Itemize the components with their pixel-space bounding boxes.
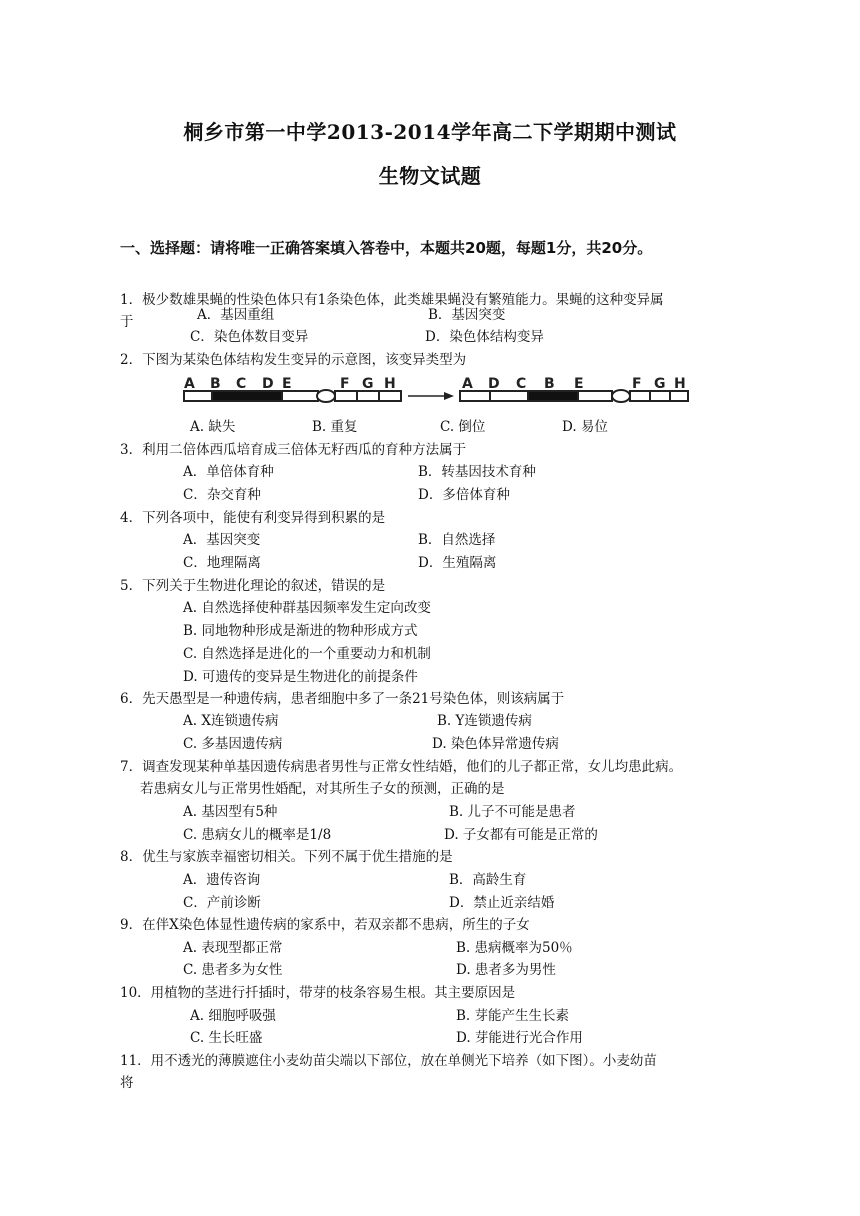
gene-label: F bbox=[340, 376, 350, 392]
gene-label: C bbox=[236, 376, 247, 392]
question-1-text: 1．极少数雄果蝇的性染色体只有1条染色体，此类雄果蝇没有繁殖能力。果蝇的这种变异属 bbox=[120, 292, 664, 308]
question-6-text: 6．先天愚型是一种遗传病，患者细胞中多了一条21号染色体，则该病属于 bbox=[120, 691, 565, 707]
q9-option-b: B. 患病概率为50％ bbox=[456, 940, 573, 956]
question-2-text: 2．下图为某染色体结构发生变异的示意图，该变异类型为 bbox=[120, 352, 467, 368]
q7-option-c: C. 患病女儿的概率是1/8 bbox=[183, 827, 332, 843]
arrow bbox=[408, 392, 454, 400]
question-7-text: 7．调查发现某种单基因遗传病患者男性与正常女性结婚，他们的儿子都正常，女儿均患此病。 bbox=[120, 759, 683, 775]
gene-label: B bbox=[544, 376, 555, 392]
q1-option-c: C．染色体数目变异 bbox=[190, 329, 309, 345]
chromosome-inversion-diagram bbox=[182, 375, 692, 411]
q2-option-d: D. 易位 bbox=[562, 419, 608, 435]
q9-option-d: D. 患者多为男性 bbox=[456, 962, 556, 978]
q8-option-d: D．禁止近亲结婚 bbox=[449, 895, 555, 911]
gene-label: A bbox=[462, 376, 473, 392]
chromosome-before bbox=[184, 376, 401, 402]
q4-option-b: B．自然选择 bbox=[418, 532, 496, 548]
q1-option-d: D．染色体结构变异 bbox=[425, 329, 544, 345]
gene-label: D bbox=[488, 376, 500, 392]
q5-option-d: D. 可遗传的变异是生物进化的前提条件 bbox=[183, 669, 418, 685]
q5-option-b: B. 同地物种形成是渐进的物种形成方式 bbox=[183, 623, 418, 639]
q3-option-d: D．多倍体育种 bbox=[418, 487, 510, 503]
q9-option-c: C. 患者多为女性 bbox=[183, 962, 283, 978]
q7-option-b: B. 儿子不可能是患者 bbox=[449, 804, 576, 820]
q4-option-d: D．生殖隔离 bbox=[418, 555, 497, 571]
gene-label: E bbox=[282, 376, 292, 392]
q3-option-c: C．杂交育种 bbox=[183, 487, 261, 503]
q3-option-a: A．单倍体育种 bbox=[183, 464, 274, 480]
q6-option-a: A. X连锁遗传病 bbox=[183, 713, 279, 729]
question-11-text: 11．用不透光的薄膜遮住小麦幼苗尖端以下部位，放在单侧光下培养（如下图）。小麦幼苗 bbox=[120, 1053, 657, 1069]
q6-option-d: D. 染色体异常遗传病 bbox=[432, 736, 559, 752]
gene-label: F bbox=[632, 376, 642, 392]
gene-label: H bbox=[384, 376, 396, 392]
question-3-text: 3．利用二倍体西瓜培育成三倍体无籽西瓜的育种方法属于 bbox=[120, 442, 467, 458]
q10-option-c: C. 生长旺盛 bbox=[190, 1030, 263, 1046]
q2-option-c: C. 倒位 bbox=[440, 419, 486, 435]
question-10-text: 10．用植物的茎进行扦插时，带芽的枝条容易生根。其主要原因是 bbox=[120, 985, 516, 1001]
q2-option-a: A. 缺失 bbox=[190, 419, 236, 435]
gene-label: G bbox=[362, 376, 374, 392]
q6-option-c: C. 多基因遗传病 bbox=[183, 736, 283, 752]
q8-option-a: A．遗传咨询 bbox=[183, 872, 261, 888]
q5-option-a: A. 自然选择使种群基因频率发生定向改变 bbox=[183, 600, 431, 616]
q6-option-b: B. Y连锁遗传病 bbox=[437, 713, 532, 729]
gene-label: D bbox=[262, 376, 274, 392]
question-5-text: 5．下列关于生物进化理论的叙述，错误的是 bbox=[120, 578, 386, 594]
section-heading: 一、选择题：请将唯一正确答案填入答卷中，本题共20题，每题1分，共20分。 bbox=[120, 239, 653, 257]
q8-option-c: C．产前诊断 bbox=[183, 895, 261, 911]
q1-option-b: B．基因突变 bbox=[428, 307, 506, 323]
q10-option-d: D. 芽能进行光合作用 bbox=[456, 1030, 583, 1046]
exam-title: 桐乡市第一中学2013-2014学年高二下学期期中测试 bbox=[183, 120, 677, 144]
question-1-text-cont: 于 bbox=[120, 314, 134, 330]
gene-label: A bbox=[184, 376, 195, 392]
gene-label: E bbox=[574, 376, 584, 392]
chromosome-after bbox=[460, 376, 688, 402]
gene-label: G bbox=[654, 376, 666, 392]
question-4-text: 4．下列各项中，能使有利变异得到积累的是 bbox=[120, 510, 386, 526]
q5-option-c: C. 自然选择是进化的一个重要动力和机制 bbox=[183, 646, 431, 662]
q9-option-a: A. 表现型都正常 bbox=[183, 940, 283, 956]
q7-option-a: A. 基因型有5种 bbox=[183, 804, 278, 820]
q7-option-d: D. 子女都有可能是正常的 bbox=[444, 827, 598, 843]
q8-option-b: B．高龄生育 bbox=[449, 872, 527, 888]
q10-option-b: B. 芽能产生生长素 bbox=[456, 1008, 570, 1024]
question-11-text-cont: 将 bbox=[120, 1075, 134, 1091]
question-9-text: 9．在伴X染色体显性遗传病的家系中，若双亲都不患病，所生的子女 bbox=[120, 917, 530, 933]
question-7-text-cont: 若患病女儿与正常男性婚配，对其所生子女的预测，正确的是 bbox=[140, 781, 505, 797]
q1-option-a: A．基因重组 bbox=[197, 307, 275, 323]
question-8-text: 8．优生与家族幸福密切相关。下列不属于优生措施的是 bbox=[120, 849, 453, 865]
q2-option-b: B. 重复 bbox=[312, 419, 358, 435]
q3-option-b: B．转基因技术育种 bbox=[418, 464, 536, 480]
q4-option-a: A．基因突变 bbox=[183, 532, 261, 548]
q10-option-a: A. 细胞呼吸强 bbox=[190, 1008, 276, 1024]
gene-label: B bbox=[210, 376, 221, 392]
gene-label: C bbox=[516, 376, 527, 392]
q4-option-c: C．地理隔离 bbox=[183, 555, 261, 571]
gene-label: H bbox=[674, 376, 686, 392]
exam-subtitle: 生物文试题 bbox=[378, 164, 482, 188]
